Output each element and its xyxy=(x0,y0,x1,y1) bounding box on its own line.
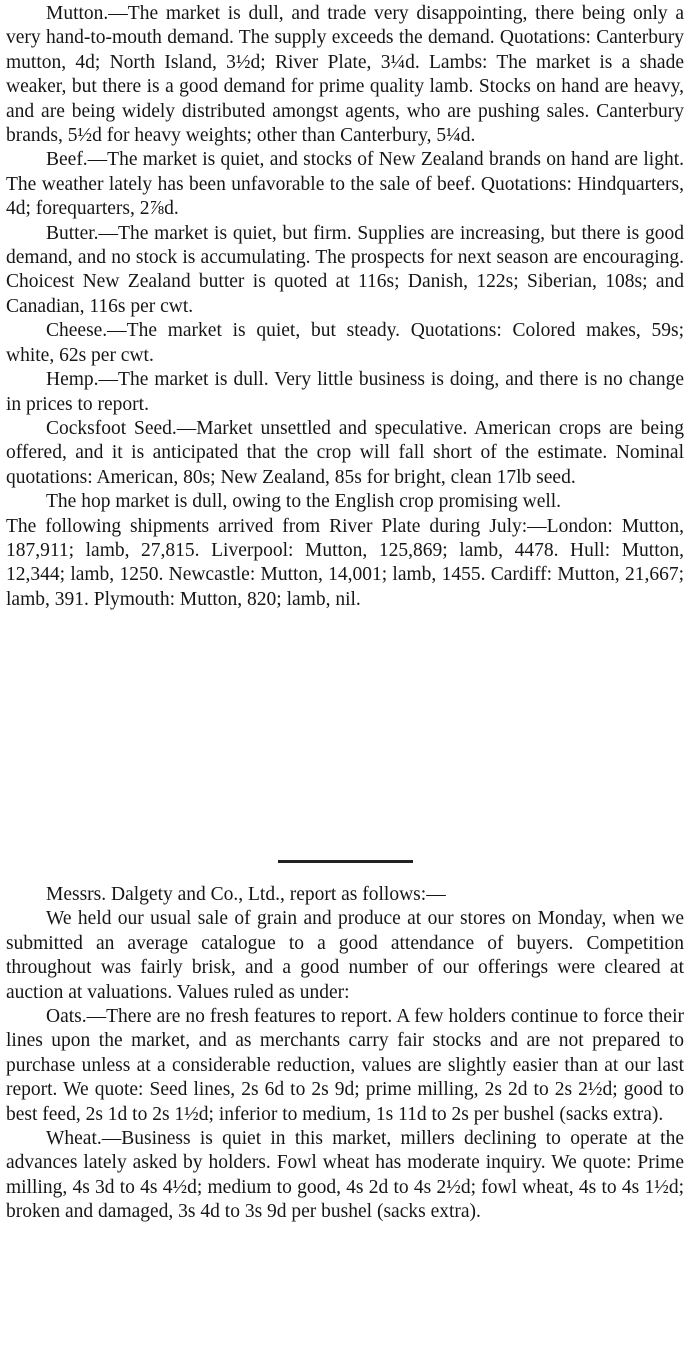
dalgety-report-section xyxy=(6,883,684,1225)
dalgety-lead-line: Messrs. Dalgety and Co., Ltd., report as follows:— xyxy=(46,884,446,905)
oats-paragraph: Oats.—There are no fresh features to report. A few holders continue to force their lines upon the market, and as merchants carry fair stocks and are not prepared to purchase unless at a considerable reduction, values are slightly easier than at our last report. We quote: Seed lines, 2s 6d to 2s 9d; prime milling, 2s 2d to 2s 2½d; good to best feed, 2s 1d to 2s 1½d; inferior to medium, 1s 11d to 2s per bushel (sacks extra). xyxy=(6,1006,684,1125)
cocksfoot-seed-paragraph: Cocksfoot Seed.—Market unsettled and speculative. American crops are being offered, and it is anticipated that the crop will fall short of the estimate. Nominal quotations: American, 80s; New Zealand, 85s for bright, clean 17lb seed. xyxy=(6,417,684,488)
shipments-paragraph: The following shipments arrived from River Plate during July:—London: Mutton, 187,911; lamb, 27,815. Liverpool: Mutton, 125,869; lamb, 4478. Hull: Mutton, 12,344; lamb, 1250. Newcastle: Mutton, 14,001; lamb, 1455. Cardiff: Mutton, 21,667; lamb, 391. Plymouth: Mutton, 820; lamb, nil. xyxy=(6,515,684,610)
beef-paragraph: Beef.—The market is quiet, and stocks of New Zealand brands on hand are light. The weather lately has been unfavorable to the sale of beef. Quotations: Hindquarters, 4d; forequarters, 2⅞d. xyxy=(6,149,684,220)
market-report-section xyxy=(6,2,684,762)
sale-summary-paragraph: We held our usual sale of grain and produce at our stores on Monday, when we submitted an average catalogue to a good attendance of buyers. Competition throughout was fairly brisk, and a good number of our offerings were cleared at auction at valuations. Values ruled as under: xyxy=(6,908,684,1003)
hemp-paragraph: Hemp.—The market is dull. Very little business is doing, and there is no change in prices to report. xyxy=(6,369,684,415)
butter-paragraph: Butter.—The market is quiet, but firm. Supplies are increasing, but there is good demand, and no stock is accumulating. The prospects for next season are encouraging. Choicest New Zealand butter is quoted at 116s; Danish, 122s; Siberian, 108s; and Canadian, 116s per cwt. xyxy=(6,222,684,317)
cheese-paragraph: Cheese.—The market is quiet, but steady. Quotations: Colored makes, 59s; white, 62s per cwt. xyxy=(6,320,684,366)
mutton-paragraph: Mutton.—The market is dull, and trade very disappointing, there being only a very hand-to-mouth demand. The supply exceeds the demand. Quotations: Canterbury mutton, 4d; North Island, 3½d; River Plate, 3¼d. Lambs: The market is a shade weaker, but there is a good demand for prime quality lamb. Stocks on hand are heavy, and are being widely distributed amongst agents, who are pushing sales. Canterbury brands, 5½d for heavy weights; other than Canterbury, 5¼d. xyxy=(6,3,684,147)
hop-market-paragraph: The hop market is dull, owing to the English crop promising well. xyxy=(46,491,562,513)
wheat-paragraph: Wheat.—Business is quiet in this market, millers declining to operate at the advances lately asked by holders. Fowl wheat has moderate inquiry. We quote: Prime milling, 4s 3d to 4s 4½d; medium to good, 4s 2d to 4s 2½d; fowl wheat, 4s to 4s 1½d; broken and damaged, 3s 4d to 3s 9d per bushel (sacks extra). xyxy=(6,1128,684,1223)
section-divider xyxy=(278,860,413,863)
